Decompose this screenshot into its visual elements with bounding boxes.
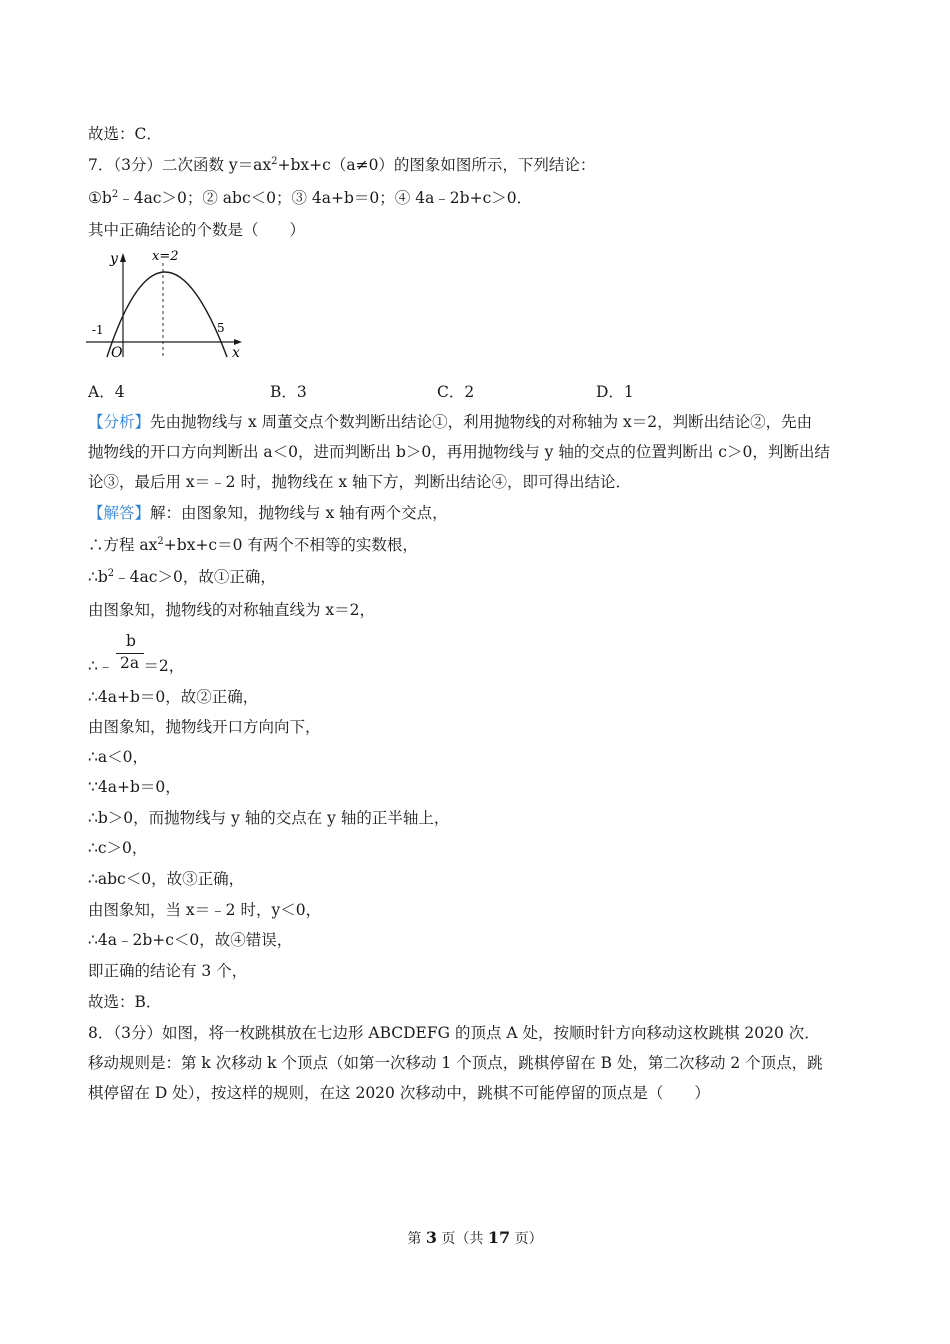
question-7-prompt: 其中正确结论的个数是（ ） (88, 221, 306, 239)
fraction-denominator: 2a (120, 654, 140, 672)
analysis-line-3: 论③，最后用 x＝﹣2 时，抛物线在 x 轴下方，判断出结论④，即可得出结论． (88, 473, 632, 491)
solution-line-16: 故选：B． (88, 993, 162, 1011)
analysis-line-2: 抛物线的开口方向判断出 a＜0，进而判断出 b＞0，再用抛物线与 y 轴的交点的位置判断出 c＞0，判断出结 (88, 443, 830, 461)
solution-line-14: ∴4a﹣2b+c＜0，故④错误， (88, 931, 293, 949)
option-c: C．2 (437, 383, 475, 401)
total-pages: 17 (487, 1228, 511, 1247)
solution-line-10: ∴b＞0，而抛物线与 y 轴的交点在 y 轴的正半轴上， (88, 809, 450, 827)
question-7-statements: $①b^2﹣4ac>0$；② abc＜0；③ 4a+b＝0；④ 4a﹣2b+c＞0． (88, 189, 533, 207)
solution-line-12: ∴abc＜0，故③正确， (88, 870, 245, 888)
option-b: B．3 (270, 383, 307, 401)
solution-line-2: ∴方程 $ax^2+bx+c=0$ 有两个不相等的实数根， (88, 536, 418, 554)
y-axis-arrow-icon (120, 253, 126, 262)
option-a: A．4 (88, 383, 125, 401)
analysis-tag: 【分析】 (88, 413, 151, 431)
solution-line-11: ∴c＞0， (88, 839, 148, 857)
question-8-line-2: 移动规则是：第 k 次移动 k 个顶点（如第一次移动 1 个顶点，跳棋停留在 B 处，第二次移动 2 个顶点，跳 (88, 1054, 823, 1072)
solution-line-13: 由图象知，当 x＝﹣2 时，y＜0， (88, 901, 322, 919)
solution-line-3: $\therefore b^2﹣4ac>0$，故①正确， (88, 568, 276, 586)
question-8-line-3: 棋停留在 D 处），按这样的规则，在这 2020 次移动中，跳棋不可能停留的顶点是（ ） (88, 1084, 710, 1102)
solution-line-1: 【解答】解：由图象知，抛物线与 x 轴有两个交点， (88, 504, 448, 522)
pos-root-label: 5 (217, 321, 225, 335)
solution-line-4: 由图象知，抛物线的对称轴直线为 x＝2， (88, 601, 376, 619)
neg-root-label: -1 (92, 323, 104, 337)
question-8-line-1: 8．（3分）如图，将一枚跳棋放在七边形 ABCDEFG 的顶点 A 处，按顺时针方向移动这枚跳棋 2020 次． (88, 1024, 820, 1042)
option-d: D．1 (596, 383, 634, 401)
solution-tag: 【解答】 (88, 504, 151, 522)
solution-line-5: ∴﹣ ＝2， (88, 657, 185, 675)
y-axis-label: y (110, 251, 118, 267)
x-axis-label: x (232, 345, 240, 361)
solution-line-6: ∴4a+b＝0，故②正确， (88, 688, 259, 706)
answer-line: 故选：C． (88, 125, 162, 143)
parabola-graph (84, 245, 250, 363)
current-page: 3 (425, 1228, 437, 1247)
parabola-curve (107, 272, 227, 357)
symmetry-axis-label: x=2 (152, 249, 179, 264)
analysis-line-1: 【分析】先由抛物线与 x 周董交点个数判断出结论①，利用抛物线的对称轴为 x＝2，判断出结论②，先由 (88, 413, 813, 431)
solution-line-7: 由图象知，抛物线开口方向向下， (88, 718, 321, 736)
page-footer: 第 3 页（共 17 页） (407, 1228, 543, 1247)
solution-line-9: ∵4a+b＝0， (88, 778, 181, 796)
origin-label: O (111, 345, 123, 361)
fraction-numerator: b (126, 632, 136, 650)
solution-line-8: ∴a＜0， (88, 748, 148, 766)
question-7-stem: 7．（3分）二次函数 $y=ax^2+bx+c(a\ne 0)$的图象如图所示，下列结论： (88, 156, 596, 174)
solution-line-15: 即正确的结论有 3 个， (88, 962, 248, 980)
